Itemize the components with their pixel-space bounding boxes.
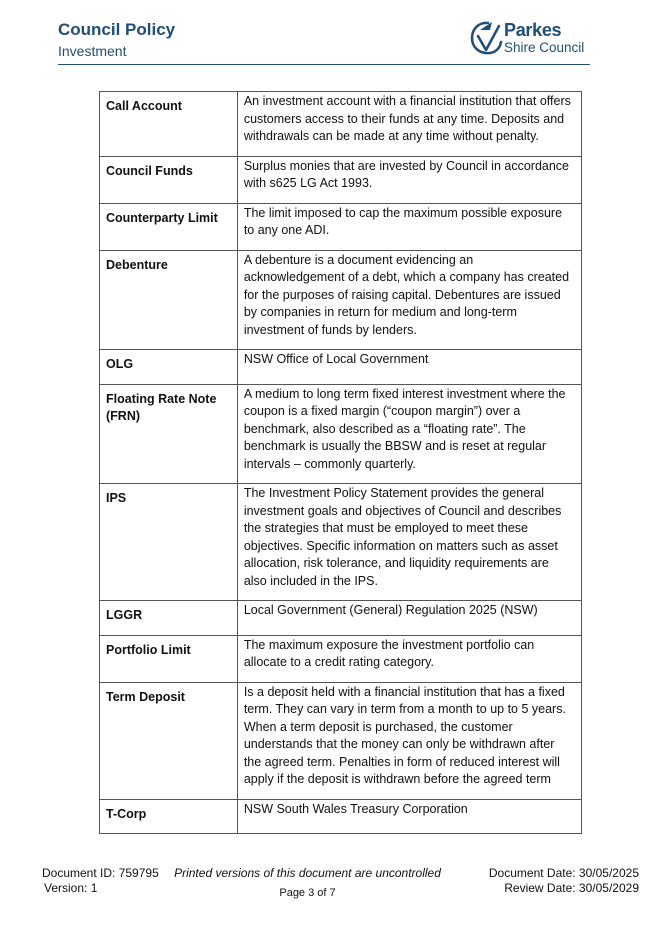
definition-cell: The limit imposed to cap the maximum possible exposure to any one ADI. [237, 203, 581, 250]
table-row [100, 635, 582, 682]
table-row [100, 484, 582, 601]
table-row [100, 799, 582, 834]
logo-subtitle: Shire Council [504, 40, 585, 55]
definition-cell: An investment account with a financial institution that offers customers access to their funds at any time. Deposits and withdrawals can be made at any time without penalty. [237, 92, 581, 157]
table-row [100, 601, 582, 636]
definition-cell: The Investment Policy Statement provides the general investment goals and objectives of Council and describes the strategies that must be employed to meet these objectives. Specific information on matters such as asset allocation, risk tolerance, and liquidity requirements are also included in the IPS. [237, 484, 581, 601]
table-row [100, 682, 582, 799]
council-logo-icon [466, 18, 504, 58]
page-header [58, 20, 175, 60]
table-row [100, 92, 582, 157]
header-divider [58, 64, 590, 65]
document-version: Version: 1 [44, 881, 98, 895]
term-cell: LGGR [100, 601, 238, 636]
council-logo [466, 18, 596, 60]
definition-cell: Is a deposit held with a financial institution that has a fixed term. They can vary in term from a month to up to 5 years. When a term deposit is purchased, the customer understands that the money can only be withdrawn after the agreed term. Penalties in form of reduced interest will apply if the deposit is withdrawn before the agreed term [237, 682, 581, 799]
definition-cell: NSW Office of Local Government [237, 350, 581, 385]
definition-cell: A debenture is a document evidencing an acknowledgement of a debt, which a company has created for the purposes of raising capital. Debentures are issued by companies in return for medium and long-term investment of funds by lenders. [237, 250, 581, 350]
footer-left [42, 866, 159, 896]
uncontrolled-notice: Printed versions of this document are uncontrolled [174, 866, 441, 880]
term-cell: Counterparty Limit [100, 203, 238, 250]
logo-name: Parkes [504, 20, 562, 40]
document-date: Document Date: 30/05/2025 [488, 866, 639, 880]
term-cell: Council Funds [100, 156, 238, 203]
document-id: Document ID: 759795 [42, 866, 159, 880]
table-row [100, 350, 582, 385]
table-row [100, 384, 582, 484]
term-cell: Term Deposit [100, 682, 238, 799]
term-cell: Floating Rate Note (FRN) [100, 384, 238, 484]
term-cell: Portfolio Limit [100, 635, 238, 682]
table-row [100, 203, 582, 250]
definition-cell: Local Government (General) Regulation 2025 (NSW) [237, 601, 581, 636]
term-cell: T-Corp [100, 799, 238, 834]
definition-cell: Surplus monies that are invested by Council in accordance with s625 LG Act 1993. [237, 156, 581, 203]
footer-right [489, 866, 639, 896]
table-row [100, 250, 582, 350]
definitions-table [99, 91, 582, 834]
page-number: Page 3 of 7 [279, 887, 336, 899]
definition-cell: NSW South Wales Treasury Corporation [237, 799, 581, 834]
term-cell: Debenture [100, 250, 238, 350]
term-cell: IPS [100, 484, 238, 601]
review-date: Review Date: 30/05/2029 [504, 881, 639, 895]
term-cell: OLG [100, 350, 238, 385]
definition-cell: A medium to long term fixed interest investment where the coupon is a fixed margin (“coupon margin”) over a benchmark, also described as a “floating rate”. The benchmark is usually the BBSW and is reset at regular intervals – commonly quarterly. [237, 384, 581, 484]
definition-cell: The maximum exposure the investment portfolio can allocate to a credit rating category. [237, 635, 581, 682]
document-subtitle: Investment [58, 43, 127, 59]
document-title: Council Policy [58, 20, 176, 39]
table-row [100, 156, 582, 203]
term-cell: Call Account [100, 92, 238, 157]
